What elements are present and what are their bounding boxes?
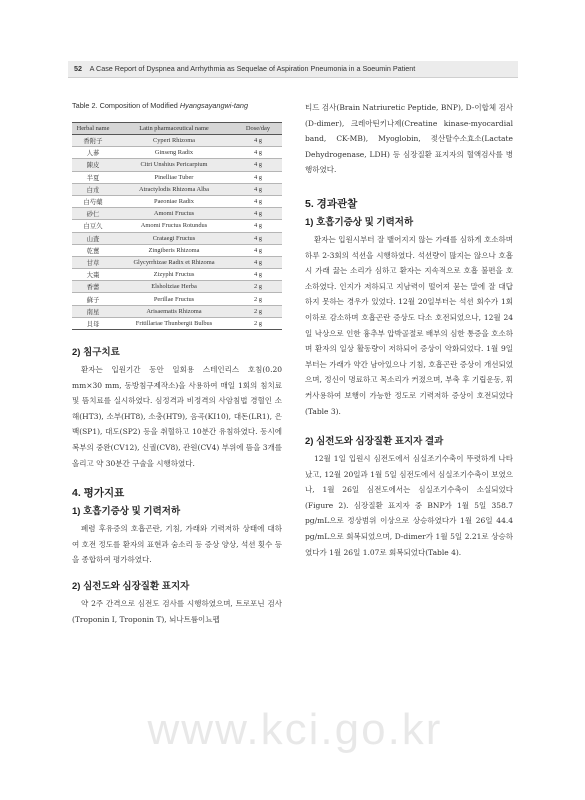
table-row xyxy=(72,147,282,159)
herbal-name-cell: 香附子 xyxy=(72,135,114,147)
dose-cell: 4 g xyxy=(234,195,282,207)
table-row xyxy=(72,232,282,244)
dose-cell: 4 g xyxy=(234,159,282,171)
section-5-1-title: 1) 호흡기증상 및 기력저하 xyxy=(305,216,414,228)
herbal-name-cell: 白朮 xyxy=(72,183,114,195)
section-4-title: 4. 평가지표 xyxy=(72,487,125,500)
table-row xyxy=(72,256,282,268)
herbal-name-cell: 香薷 xyxy=(72,281,114,293)
table-row xyxy=(72,293,282,305)
table-row xyxy=(72,220,282,232)
section-5-2-title: 2) 심전도와 심장질환 표지자 결과 xyxy=(305,436,444,448)
table-row xyxy=(72,135,282,147)
herbal-name-cell: 白芍藥 xyxy=(72,195,114,207)
herbal-name-cell: 半夏 xyxy=(72,171,114,183)
table-row xyxy=(72,159,282,171)
dose-cell: 4 g xyxy=(234,135,282,147)
running-header xyxy=(68,61,518,78)
latin-name-cell: Paeoniae Radix xyxy=(114,195,234,207)
table-row xyxy=(72,305,282,317)
latin-name-cell: Zingiberis Rhizoma xyxy=(114,244,234,256)
herbal-name-cell: 大棗 xyxy=(72,269,114,281)
latin-name-cell: Perillae Fructus xyxy=(114,293,234,305)
table-caption-italic: Hyangsayangwi-tang xyxy=(179,101,249,110)
herbal-name-cell: 砂仁 xyxy=(72,208,114,220)
dose-cell: 4 g xyxy=(234,183,282,195)
latin-name-cell: Cyperi Rhizoma xyxy=(114,135,234,147)
dose-cell: 4 g xyxy=(234,232,282,244)
acupuncture-paragraph: 환자는 입원기간 동안 일회용 스테인리스 호침(0.20 mm×30 mm, 동방침구제작소)을 사용하여 매일 1회의 침치료 및 뜸치료를 실시하였다. 심정격과 비정격의 사암침법 경혈인 소해(HT3), 소부(HT8), 소충(HT9), 음곡(KI10), 대돈(LR1), 은백(SP1), 대도(SP2) 등을 취혈하고 10분간 유침하였다. 동시에 복부의 중완(CV12), 신궐(CV8), 관원(CV4) 부위에 뜸을 3개를 올리고 약 30분간 구술을 시행하였다. xyxy=(72,365,282,468)
latin-name-cell: Ginseng Radix xyxy=(114,147,234,159)
page-number: 52 xyxy=(74,64,82,73)
latin-name-cell: Atractylodis Rhizoma Alba xyxy=(114,183,234,195)
table-caption-prefix: Table 2. Composition of Modified xyxy=(72,101,178,110)
section-4-1-title: 1) 호흡기증상 및 기력저하 xyxy=(72,506,181,518)
continued-paragraph: 티드 검사(Brain Natriuretic Peptide, BNP), D-이합체 검사(D-dimer), 크레아틴키나제(Creatine kinase-myocardial band, CK-MB), Myoglobin, 젖산탈수소효소(Lactate Dehydrogenase, LDH) 등 심장질환 표지자의 혈액검사를 병행하였다. xyxy=(305,103,513,175)
right-column xyxy=(305,100,513,560)
herbal-name-cell: 貝母 xyxy=(72,317,114,329)
dose-cell: 4 g xyxy=(234,256,282,268)
herbal-name-cell: 乾薑 xyxy=(72,244,114,256)
herbal-name-cell: 人蔘 xyxy=(72,147,114,159)
latin-name-cell: Amomi Fructus Rotundus xyxy=(114,220,234,232)
herbal-name-cell: 南星 xyxy=(72,305,114,317)
dose-cell: 4 g xyxy=(234,244,282,256)
col-header-herbal-name: Herbal name xyxy=(72,123,114,135)
table-row xyxy=(72,208,282,220)
herbal-name-cell: 山査 xyxy=(72,232,114,244)
section-4-2-title: 2) 심전도와 심장질환 표지자 xyxy=(72,580,190,592)
table-body xyxy=(72,135,282,330)
dose-cell: 4 g xyxy=(234,269,282,281)
herbal-name-cell: 蘇子 xyxy=(72,293,114,305)
latin-name-cell: Glycyrrhizae Radix et Rhizoma xyxy=(114,256,234,268)
herbal-composition-table xyxy=(72,122,282,330)
latin-name-cell: Elsholtziae Herba xyxy=(114,281,234,293)
table-row xyxy=(72,171,282,183)
progress-ecg-paragraph: 12월 1일 입원시 심전도에서 심실조기수축이 뚜렷하게 나타났고, 12월 20일과 1월 5일 심전도에서 심실조기수축이 보였으나, 1월 26일 심전도에서는 심실조기수축이 소실되었다(Figure 2). 심장질환 표지자 중 BNP가 1월 5일 358.7 pg/mL으로 정상범위 이상으로 상승하였다가 1월 26일 44.4 pg/mL으로 회복되었으며, D-dimer가 1월 5일 2.21로 상승하였다가 1월 26일 1.07로 회복되었다(Table 4). xyxy=(305,454,513,557)
dose-cell: 4 g xyxy=(234,171,282,183)
herbal-name-cell: 陳皮 xyxy=(72,159,114,171)
dose-cell: 4 g xyxy=(234,220,282,232)
latin-name-cell: Citri Unshius Pericarpium xyxy=(114,159,234,171)
herbal-name-cell: 白豆久 xyxy=(72,220,114,232)
left-column xyxy=(72,100,282,627)
progress-respiratory-paragraph: 환자는 입원시부터 잘 뱉어지지 않는 가래를 심하게 호소하며 하루 2-3회의 석션을 시행하였다. 석션량이 많지는 않으나 호흡시 가래 끓는 소리가 심하고 환자는 지속적으로 호흡 불편을 호소하였다. 인지가 저하되고 지남력이 떨어져 묻는 말에 잘 대답하지 못하는 경우가 있었다. 12월 20일부터는 석션 회수가 1회 이하로 감소하며 호흡곤란 증상도 다소 호전되었으나, 12월 24일 낙상으로 인한 흉추부 압박골절로 배부의 심한 통증을 호소하며 환자의 일상 활동량이 저하되어 증상이 악화되었다. 1월 9일부터는 가래가 약간 남아있으나 기침, 호흡곤란 증상이 개선되었으며, 정신이 명료하고 목소리가 커졌으며, 부축 후 기립운동, 휘커사용하여 보행이 가능한 정도로 기력저하 증상이 호전되었다(Table 3). xyxy=(305,234,513,416)
table-row xyxy=(72,317,282,329)
dose-cell: 4 g xyxy=(234,208,282,220)
evaluation-respiratory-paragraph: 폐렴 후유증의 호흡곤란, 기침, 가래와 기력저하 상태에 대하여 호전 정도를 환자의 표현과 숨소리 등 증상 양상, 석션 횟수 등을 종합하여 평가하였다. xyxy=(72,524,282,565)
evaluation-ecg-paragraph: 약 2주 간격으로 심전도 검사를 시행하였으며, 트로포닌 검사(Troponin I, Troponin T), 뇌나트륨이뇨펩 xyxy=(72,598,282,624)
latin-name-cell: Amomi Fructus xyxy=(114,208,234,220)
table-row xyxy=(72,195,282,207)
dose-cell: 4 g xyxy=(234,147,282,159)
table-row xyxy=(72,269,282,281)
col-header-dose: Dose/day xyxy=(234,123,282,135)
latin-name-cell: Crataegi Fructus xyxy=(114,232,234,244)
dose-cell: 2 g xyxy=(234,305,282,317)
col-header-latin-name: Latin pharmaceutical name xyxy=(114,123,234,135)
latin-name-cell: Fritillariae Thunbergii Bulbus xyxy=(114,317,234,329)
dose-cell: 2 g xyxy=(234,317,282,329)
latin-name-cell: Pinelliae Tuber xyxy=(114,171,234,183)
dose-cell: 2 g xyxy=(234,281,282,293)
section-5-title: 5. 경과관찰 xyxy=(305,197,358,210)
table-row xyxy=(72,244,282,256)
herbal-name-cell: 甘草 xyxy=(72,256,114,268)
dose-cell: 2 g xyxy=(234,293,282,305)
table-row xyxy=(72,281,282,293)
latin-name-cell: Arisaematis Rhizoma xyxy=(114,305,234,317)
running-title: A Case Report of Dyspnea and Arrhythmia as Sequelae of Aspiration Pneumonia in a Soeumin Patient xyxy=(89,64,416,73)
watermark: www.kci.go.kr xyxy=(147,705,443,754)
table-row xyxy=(72,183,282,195)
table-header-row xyxy=(72,123,282,135)
section-2-2-title: 2) 침구치료 xyxy=(72,347,120,358)
table-caption xyxy=(72,100,282,112)
latin-name-cell: Zizyphi Fructus xyxy=(114,269,234,281)
